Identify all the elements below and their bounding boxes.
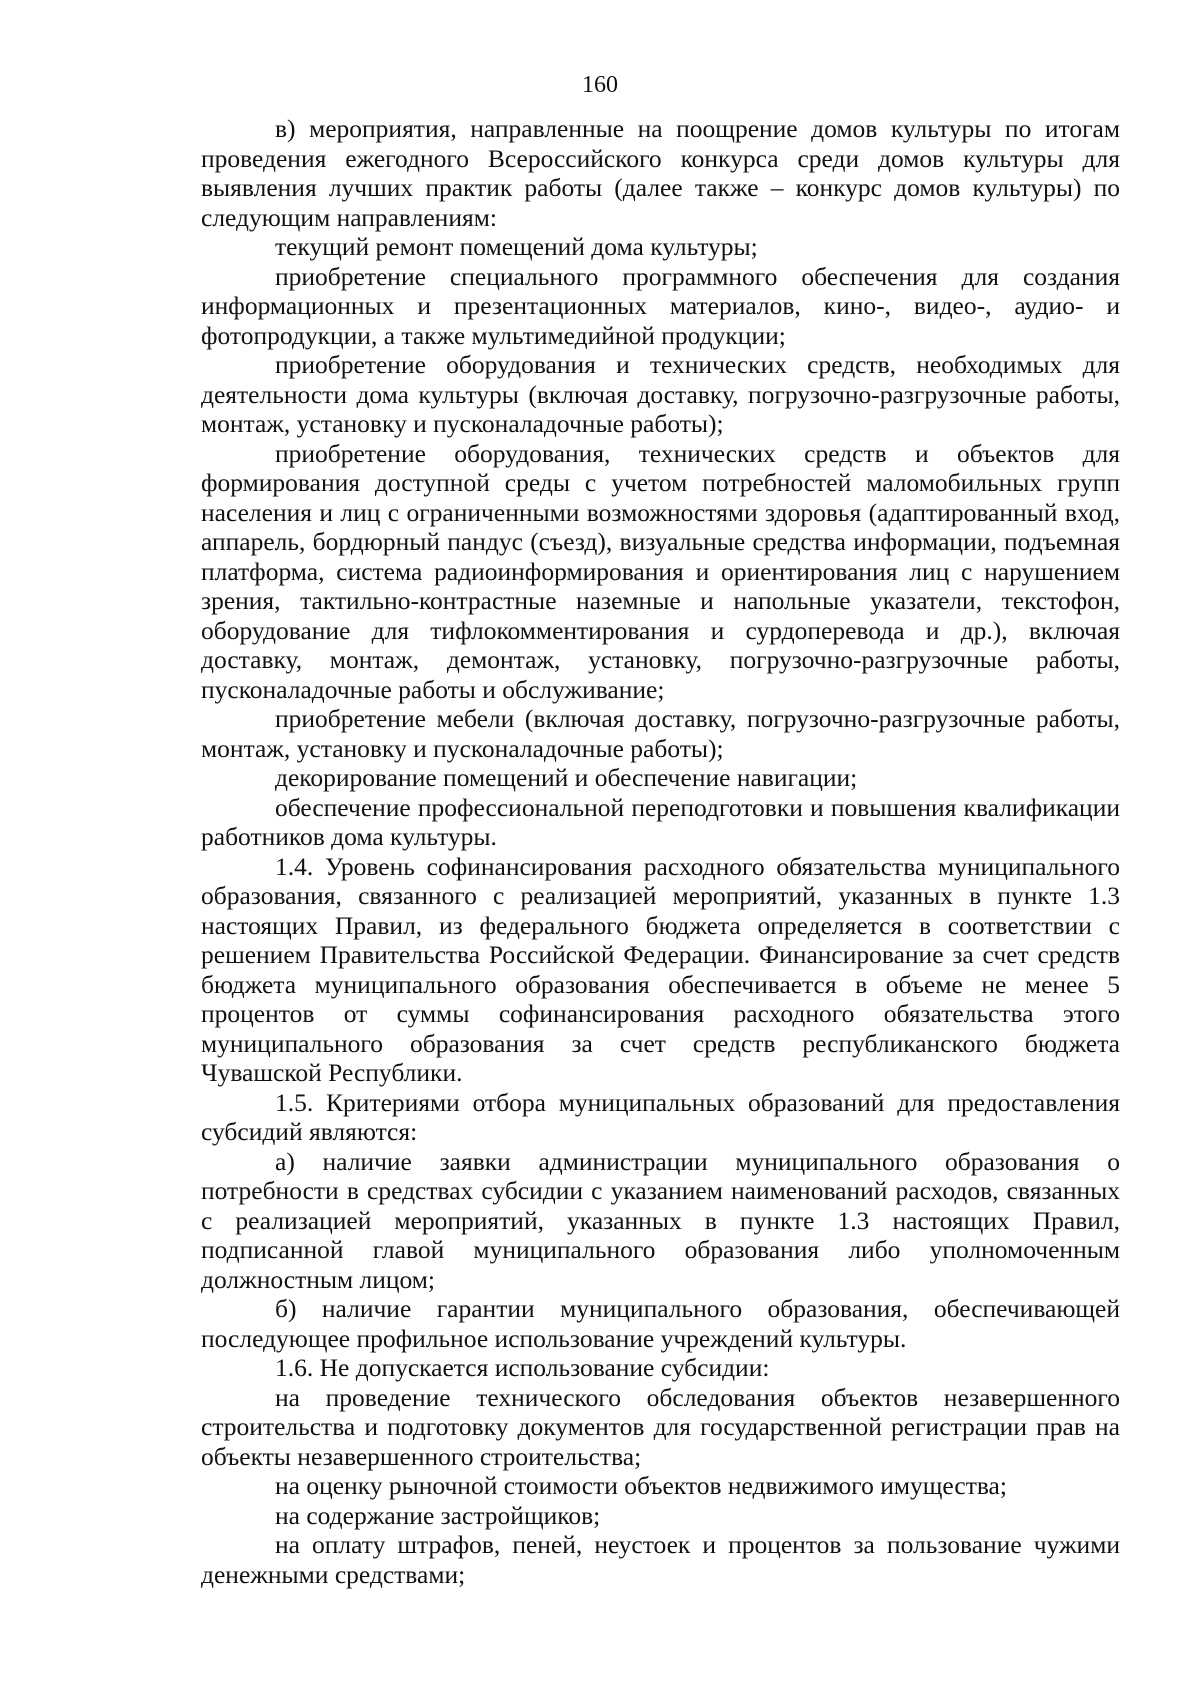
paragraph-1-4: 1.4. Уровень софинансирования расходного обязательства муниципального образования, связанного с реализацией мероприятий, указанных в пункте 1.3 настоящих Правил, из федерального бюджета определяется в соответствии с решением Правительства Российской Федерации. Финансирование за счет средств бюджета муниципального образования обеспечивается в объеме не менее 5 процентов от суммы софинансирования расходного обязательства этого муниципального образования за счет средств республиканского бюджета Чувашской Республики.: [201, 851, 1120, 1087]
paragraph-valuation: на оценку рыночной стоимости объектов недвижимого имущества;: [275, 1471, 1007, 1500]
paragraph-software: приобретение специального программного обеспечения для создания информационных и презентационных материалов, кино-, видео-, аудио- и фотопродукции, а также мультимедийной продукции;: [201, 261, 1120, 350]
paragraph-accessible-environment: приобретение оборудования, технических средств и объектов для формирования доступной среды с учетом потребностей маломобильных групп населения и лиц с ограниченными возможностями здоровья (адаптированный вход, аппарель, бордюрный пандус (съезд), визуальные средства информации, подъемная платформа, система радиоинформирования и ориентирования лиц с нарушением зрения, тактильно-контрастные наземные и напольные указатели, текстофон, оборудование для тифлокомментирования и сурдоперевода и др.), включая доставку, монтаж, демонтаж, установку, погрузочно-разгрузочные работы, пусконаладочные работы и обслуживание;: [201, 438, 1120, 704]
paragraph-survey: на проведение технического обследования объектов незавершенного строительства и подготовку документов для государственной регистрации прав на объекты незавершенного строительства;: [201, 1382, 1120, 1471]
paragraph-1-5-b: б) наличие гарантии муниципального образования, обеспечивающей последующее профильное использование учреждений культуры.: [201, 1294, 1120, 1353]
paragraph-decoration: декорирование помещений и обеспечение навигации;: [275, 763, 858, 792]
paragraph-equipment: приобретение оборудования и технических средств, необходимых для деятельности дома культуры (включая доставку, погрузочно-разгрузочные работы, монтаж, установку и пусконаладочные работы);: [201, 350, 1120, 438]
document-body: [201, 114, 1120, 1589]
paragraph-1-6: 1.6. Не допускается использование субсидии:: [275, 1353, 770, 1382]
paragraph-furniture: приобретение мебели (включая доставку, погрузочно-разгрузочные работы, монтаж, установку и пусконаладочные работы);: [201, 704, 1120, 763]
paragraph-1-5: 1.5. Критериями отбора муниципальных образований для предоставления субсидий являются:: [201, 1087, 1120, 1146]
paragraph-fines: на оплату штрафов, пеней, неустоек и процентов за пользование чужими денежными средствами;: [201, 1530, 1120, 1589]
paragraph-3v-intro: в) мероприятия, направленные на поощрение домов культуры по итогам проведения ежегодного Всероссийского конкурса среди домов культуры для выявления лучших практик работы (далее также – конкурс домов культуры) по следующим направлениям:: [201, 114, 1120, 232]
paragraph-training: обеспечение профессиональной переподготовки и повышения квалификации работников дома культуры.: [201, 792, 1120, 851]
paragraph-developers: на содержание застройщиков;: [275, 1500, 601, 1530]
paragraph-1-5-a: а) наличие заявки администрации муниципального образования о потребности в средствах субсидии с указанием наименований расходов, связанных с реализацией мероприятий, указанных в пункте 1.3 настоящих Правил, подписанной главой муниципального образования либо уполномоченным должностным лицом;: [201, 1146, 1120, 1294]
paragraph-repair: текущий ремонт помещений дома культуры;: [275, 232, 758, 261]
page-number: 160: [582, 72, 618, 98]
